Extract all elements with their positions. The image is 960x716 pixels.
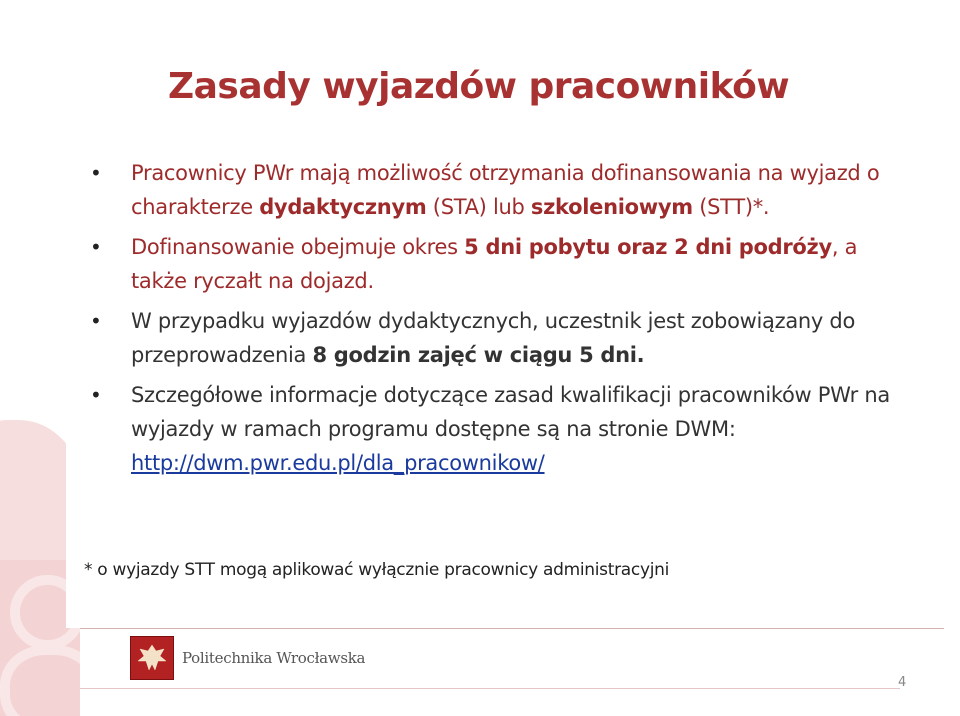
bullet-dot-icon: •	[90, 235, 102, 259]
bullet-text: , a także ryczałt na dojazd.	[131, 235, 858, 293]
bullet-dot-icon: •	[90, 383, 102, 407]
bullet-text: (STA) lub	[426, 195, 531, 219]
bullet-dot-icon: •	[90, 161, 102, 185]
footnote: * o wyjazdy STT mogą aplikować wyłącznie pracownicy administracyjni	[84, 560, 670, 580]
bullet-text: Szczegółowe informacje dotyczące zasad kwalifikacji pracowników PWr na wyjazdy w ramach programu dostępne są na stronie DWM:	[131, 383, 890, 441]
bullet-item	[90, 230, 910, 298]
page-number: 4	[898, 675, 907, 690]
dwm-link[interactable]: http://dwm.pwr.edu.pl/dla_pracownikow/	[131, 451, 545, 475]
footer-divider	[80, 628, 944, 629]
university-logo	[130, 636, 366, 680]
bullet-text: Pracownicy PWr mają możliwość otrzymania dofinansowania na wyjazd o charakterze	[131, 161, 880, 219]
slide-title: Zasady wyjazdów pracowników	[168, 66, 790, 107]
bullet-item	[90, 378, 910, 480]
bullet-list	[90, 156, 910, 486]
bullet-text-bold: dydaktycznym	[259, 195, 427, 219]
bullet-text-bold: 5 dni pobytu oraz 2 dni podróży	[464, 235, 832, 259]
bullet-text: W przypadku wyjazdów dydaktycznych, uczestnik jest zobowiązany do przeprowadzenia	[131, 309, 856, 367]
eagle-emblem-icon	[130, 636, 174, 680]
logo-text: Politechnika Wrocławska	[182, 649, 366, 667]
footer-divider-bottom	[80, 688, 900, 689]
bullet-text-bold: szkoleniowym	[530, 195, 693, 219]
bullet-text-bold: 8 godzin zajęć w ciągu 5 dni.	[312, 343, 645, 367]
bullet-item	[90, 156, 910, 224]
bullet-item	[90, 304, 910, 372]
bullet-text: Dofinansowanie obejmuje okres	[131, 235, 465, 259]
bullet-dot-icon: •	[90, 309, 102, 333]
bullet-text: (STT)*.	[692, 195, 770, 219]
